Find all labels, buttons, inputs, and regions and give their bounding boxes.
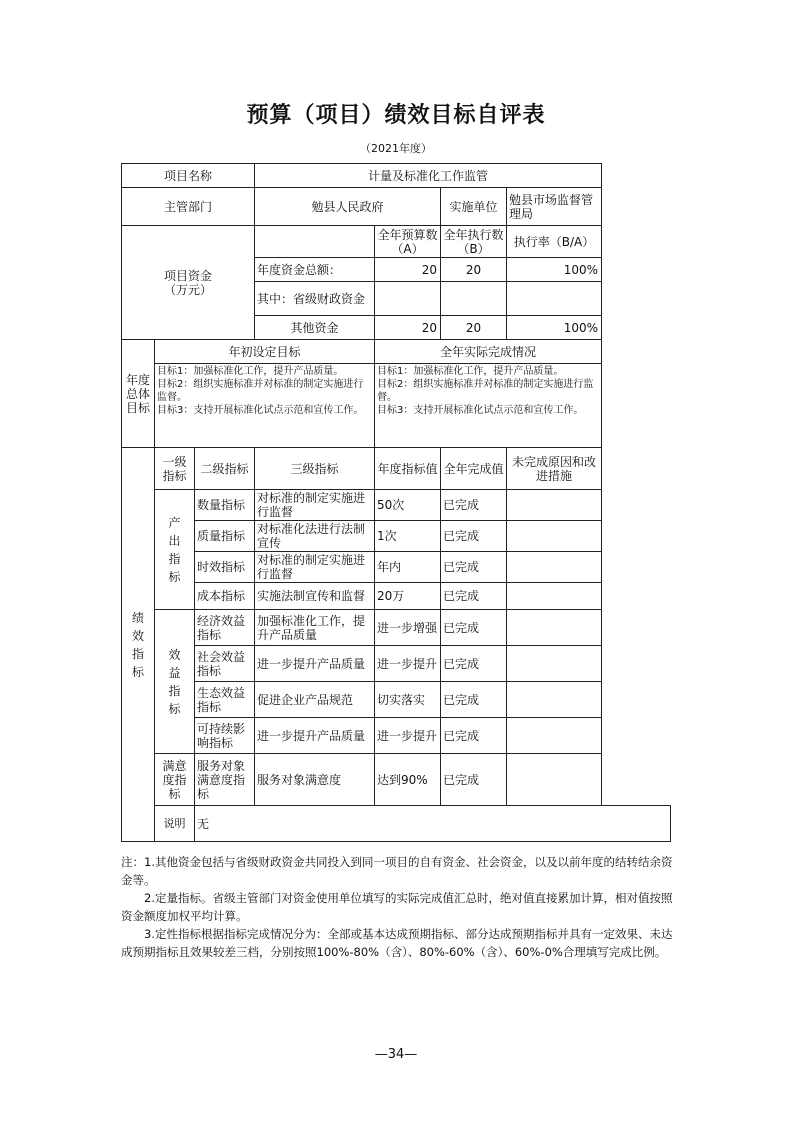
footnotes [121,853,673,961]
funds-rate: 100% [507,258,602,282]
actual-cell: 已完成 [441,610,507,646]
actual-cell: 已完成 [441,521,507,552]
footnote: 3.定性指标根据指标完成情况分为：全部或基本达成预期指标、部分达成预期指标并具有一定效果、未达成预期指标且效果较差三档，分别按照100%-80%（含）、80%-60%（含）、60%-0%合理填写完成比例。 [121,927,673,959]
impl-unit-label: 实施单位 [441,188,507,226]
footnote: 2.定量指标。省级主管部门对资金使用单位填写的实际完成值汇总时，绝对值直接累加计算，相对值按照资金额度加权平均计算。 [121,891,673,923]
funds-header-blank [255,226,375,258]
goal-item: 目标1：加强标准化工作，提升产品质量。 [377,366,564,377]
table-row [122,490,671,521]
actual-cell: 已完成 [441,583,507,610]
remark-label: 说明 [155,806,195,842]
self-evaluation-table [121,163,671,842]
header-reason: 未完成原因和改进措施 [507,448,602,490]
table-row [122,583,671,610]
target-cell: 进一步提升 [375,646,441,682]
dept-value: 勉县人民政府 [255,188,441,226]
funds-budget [375,282,441,316]
header-level2: 二级指标 [195,448,255,490]
row-project-name [122,164,671,188]
row-indicators-header [122,448,671,490]
goals-label: 年度总体目标 [122,340,155,448]
goal-item: 目标1：加强标准化工作，提升产品质量。 [157,366,344,377]
level3-cell: 进一步提升产品质量 [255,718,375,754]
level3-cell: 促进企业产品规范 [255,682,375,718]
funds-rate [507,282,602,316]
fiscal-year: （2021年度） [360,142,432,155]
actual-cell: 已完成 [441,718,507,754]
level2-cell: 数量指标 [195,490,255,521]
level2-cell: 生态效益指标 [195,682,255,718]
reason-cell [507,552,602,583]
goals-actual-header: 全年实际完成情况 [375,340,602,364]
table-row [122,646,671,682]
funds-exec [441,282,507,316]
satisfaction-indicators-label: 满意度指标 [155,754,195,806]
page-title: 预算（项目）绩效目标自评表 [246,102,546,128]
target-cell: 50次 [375,490,441,521]
table-row [122,521,671,552]
level3-cell: 进一步提升产品质量 [255,646,375,682]
actual-cell: 已完成 [441,646,507,682]
row-goals-header [122,340,671,364]
goal-item: 目标3：支持开展标准化试点示范和宣传工作。 [157,405,364,416]
target-cell: 进一步提升 [375,718,441,754]
funds-exec: 20 [441,258,507,282]
table-row [122,754,671,806]
goal-item: 目标3：支持开展标准化试点示范和宣传工作。 [377,405,584,416]
target-cell: 切实落实 [375,682,441,718]
reason-cell [507,646,602,682]
funds-col-budget: 全年预算数（A） [375,226,441,258]
actual-cell: 已完成 [441,682,507,718]
level2-cell: 服务对象满意度指标 [195,754,255,806]
funds-col-exec: 全年执行数（B） [441,226,507,258]
reason-cell [507,754,602,806]
level2-cell: 可持续影响指标 [195,718,255,754]
actual-cell: 已完成 [441,754,507,806]
project-name-value: 计量及标准化工作监管 [255,164,602,188]
funds-row-label: 年度资金总额： [255,258,375,282]
funds-row-label: 其他资金 [255,316,375,340]
funds-rate: 100% [507,316,602,340]
table-row [122,552,671,583]
level2-cell: 成本指标 [195,583,255,610]
indicators-label: 绩效指标 [122,448,155,842]
funds-budget: 20 [375,258,441,282]
level3-cell: 服务对象满意度 [255,754,375,806]
reason-cell [507,610,602,646]
level2-cell: 时效指标 [195,552,255,583]
level3-cell: 对标准的制定实施进行监督 [255,552,375,583]
level3-cell: 对标准化法进行法制宣传 [255,521,375,552]
reason-cell [507,583,602,610]
target-cell: 年内 [375,552,441,583]
table-row [122,682,671,718]
row-funds-header [122,226,671,258]
level3-cell: 对标准的制定实施进行监督 [255,490,375,521]
remark-value: 无 [195,806,671,842]
funds-col-rate: 执行率（B/A） [507,226,602,258]
impl-unit-value: 勉县市场监督管理局 [507,188,602,226]
level2-cell: 质量指标 [195,521,255,552]
output-indicators-label: 产出指标 [155,490,195,610]
table-row [122,610,671,646]
goals-planned-header: 年初设定目标 [155,340,375,364]
level3-cell: 加强标准化工作，提升产品质量 [255,610,375,646]
dept-label: 主管部门 [122,188,255,226]
funds-exec: 20 [441,316,507,340]
row-goals-content [122,364,671,448]
project-name-label: 项目名称 [122,164,255,188]
funds-row-label: 其中：省级财政资金 [255,282,375,316]
actual-cell: 已完成 [441,552,507,583]
page-number: —34— [374,1047,418,1062]
reason-cell [507,718,602,754]
reason-cell [507,490,602,521]
header-target: 年度指标值 [375,448,441,490]
header-actual: 全年完成值 [441,448,507,490]
header-level1: 一级指标 [155,448,195,490]
reason-cell [507,682,602,718]
goal-item: 目标2：组织实施标准并对标准的制定实施进行监督。 [157,379,364,403]
benefit-indicators-label: 效益指标 [155,610,195,754]
header-level3: 三级指标 [255,448,375,490]
target-cell: 20万 [375,583,441,610]
level2-cell: 社会效益指标 [195,646,255,682]
level2-cell: 经济效益指标 [195,610,255,646]
reason-cell [507,521,602,552]
goal-item: 目标2：组织实施标准并对标准的制定实施进行监督。 [377,379,594,403]
footnote: 注：1.其他资金包括与省级财政资金共同投入到同一项目的自有资金、社会资金，以及以前年度的结转结余资金等。 [121,855,673,887]
goals-planned [155,364,375,448]
target-cell: 进一步增强 [375,610,441,646]
target-cell: 达到90% [375,754,441,806]
row-department [122,188,671,226]
table-row [122,718,671,754]
actual-cell: 已完成 [441,490,507,521]
row-remark [122,806,671,842]
level3-cell: 实施法制宣传和监督 [255,583,375,610]
goals-actual [375,364,602,448]
target-cell: 1次 [375,521,441,552]
funds-label: 项目资金 （万元） [122,226,255,340]
funds-budget: 20 [375,316,441,340]
